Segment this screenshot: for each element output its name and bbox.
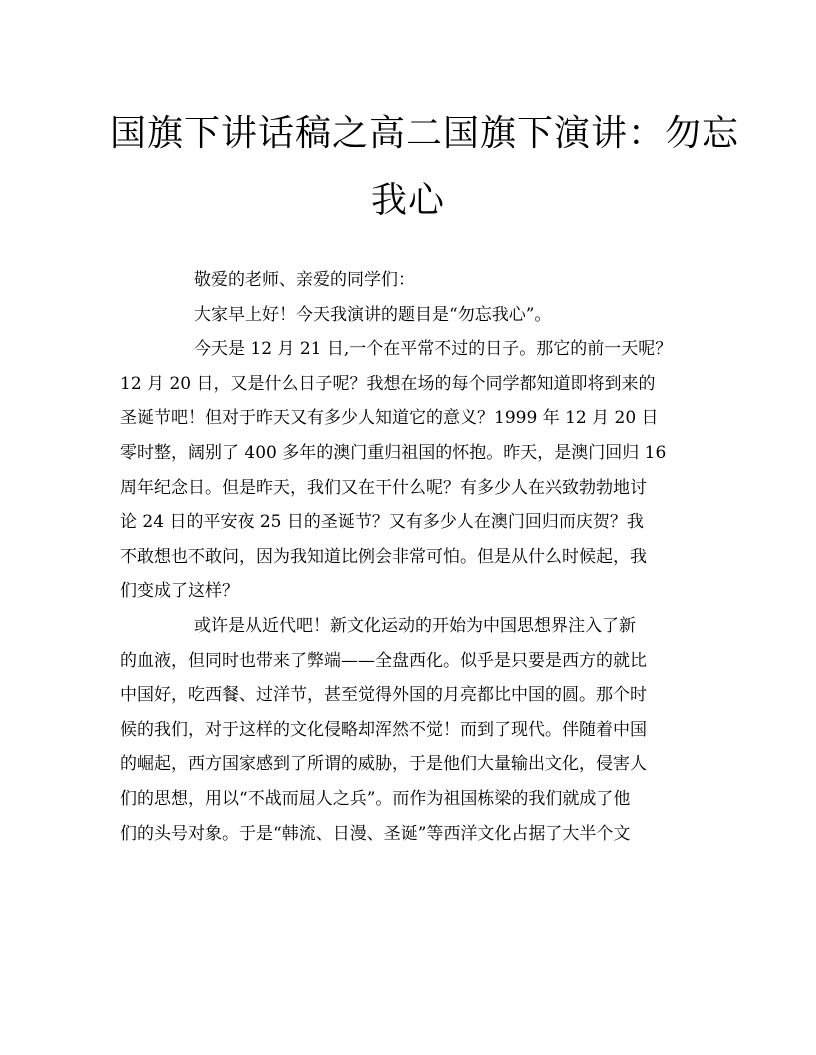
text-line: 论 24 日的平安夜 25 日的圣诞节？又有多少人在澳门回归而庆贺？我 bbox=[120, 512, 644, 533]
text-line: 大家早上好！今天我演讲的题目是“勿忘我心”。 bbox=[194, 304, 552, 325]
text-line: 周年纪念日。但是昨天，我们又在干什么呢？有多少人在兴致勃勃地讨 bbox=[120, 477, 647, 498]
paragraph-greeting bbox=[120, 263, 698, 298]
text-line: 候的我们，对于这样的文化侵略却浑然不觉！而到了现代。伴随着中国 bbox=[120, 719, 647, 740]
text-line: 圣诞节吧！但对于昨天又有多少人知道它的意义？1999 年 12 月 20 日 bbox=[120, 408, 659, 429]
text-line: 们变成了这样？ bbox=[120, 581, 239, 602]
title-line-1: 国旗下讲话稿之高二国旗下演讲：勿忘 bbox=[110, 113, 740, 154]
paragraph-westernization bbox=[120, 609, 698, 851]
text-line: 敬爱的老师、亲爱的同学们： bbox=[194, 270, 415, 290]
text-line: 中国好，吃西餐、过洋节，甚至觉得外国的月亮都比中国的圆。那个时 bbox=[120, 685, 647, 706]
text-line: 不敢想也不敢问，因为我知道比例会非常可怕。但是从什么时候起，我 bbox=[120, 546, 647, 567]
paragraph-opening bbox=[120, 298, 698, 333]
title-line-2: 我心 bbox=[370, 180, 445, 221]
text-line: 们的思想，用以“不战而屈人之兵”。而作为祖国栋梁的我们就成了他 bbox=[120, 788, 631, 809]
text-line: 12 月 20 日，又是什么日子呢？我想在场的每个同学都知道即将到来的 bbox=[120, 373, 656, 394]
paragraph-macau bbox=[120, 332, 698, 609]
text-line: 或许是从近代吧！新文化运动的开始为中国思想界注入了新 bbox=[194, 615, 636, 636]
text-line: 零时整，阔别了 400 多年的澳门重归祖国的怀抱。昨天，是澳门回归 16 bbox=[120, 442, 667, 463]
text-line: 的崛起，西方国家感到了所谓的威胁，于是他们大量输出文化，侵害人 bbox=[120, 754, 647, 775]
text-line: 今天是 12 月 21 日,一个在平常不过的日子。那它的前一天呢？ bbox=[194, 339, 673, 360]
text-line: 的血液，但同时也带来了弊端——全盘西化。似乎是只要是西方的就比 bbox=[120, 650, 647, 671]
text-line: 们的头号对象。于是“韩流、日漫、圣诞”等西洋文化占据了大半个文 bbox=[120, 823, 631, 844]
document-title bbox=[110, 100, 740, 234]
document-body bbox=[120, 263, 698, 851]
